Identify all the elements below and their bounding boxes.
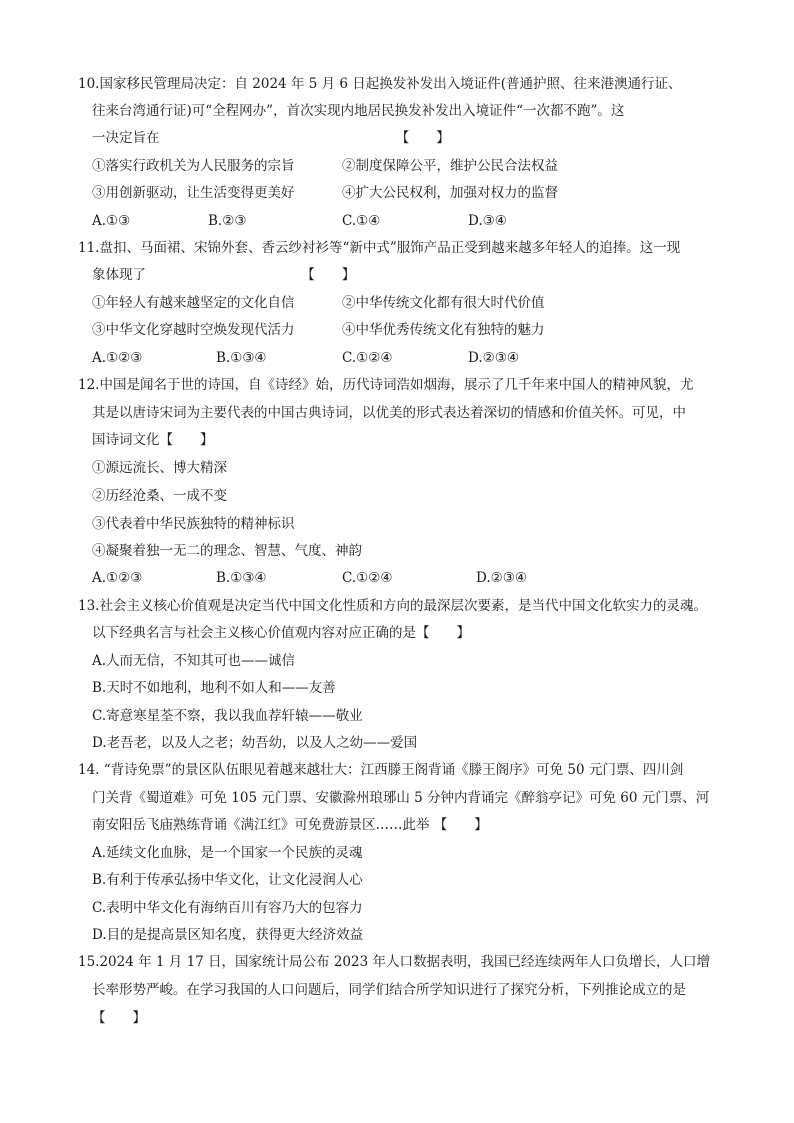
question-14-choice-c[interactable]: C.表明中华文化有海纳百川有容乃大的包容力 [92,900,363,916]
question-11-choice-c[interactable]: C.①②④ [342,350,393,366]
question-15-answer-bracket: 【 】 [92,1010,146,1026]
question-12-stem-line-1: 12.中国是闻名于世的诗国，自《诗经》始，历代诗词浩如烟海，展示了几千年来中国人的精神风貌，尤 [78,377,694,393]
question-14-stem-line-2: 门关背《蜀道难》可免 105 元门票、安徽滁州琅琊山 5 分钟内背诵完《醉翁亭记》可免 60 元门票、河 [92,790,710,806]
question-10-statement-1: ①落实行政机关为人民服务的宗旨 [92,158,295,174]
question-13-stem-line-1: 13.社会主义核心价值观是决定当代中国文化性质和方向的最深层次要素，是当代中国文化软实力的灵魂。 [78,598,707,614]
question-11-choice-d[interactable]: D.②③④ [468,350,519,366]
question-15-stem-line-1: 15.2024 年 1 月 17 日，国家统计局公布 2023 年人口数据表明，我国已经连续两年人口负增长，人口增 [78,954,710,970]
question-10-statements-row-1 [0,156,794,176]
question-10-statement-4: ④扩大公民权利，加强对权力的监督 [342,185,558,201]
question-12-stem-line-3: 国诗词文化【 】 [92,432,214,448]
question-10-choice-c[interactable]: C.①④ [342,213,381,229]
question-12-choices [0,568,794,588]
question-12-choice-a[interactable]: A.①②③ [92,570,143,586]
question-11-statement-2: ②中华传统文化都有很大时代价值 [342,295,545,311]
question-11-statements-row-2 [0,320,794,340]
question-11-statement-3: ③中华文化穿越时空焕发现代活力 [92,322,295,338]
question-12-choice-c[interactable]: C.①②④ [342,570,393,586]
question-14-stem-line-3: 南安阳岳飞庙熟练背诵《满江红》可免费游景区……此举 【 】 [92,817,488,833]
question-13-choice-d[interactable]: D.老吾老，以及人之老；幼吾幼，以及人之幼——爱国 [92,735,418,751]
question-11-choice-b[interactable]: B.①③④ [216,350,267,366]
question-10-choices [0,211,794,231]
question-12-choice-b[interactable]: B.①③④ [216,570,267,586]
question-14-stem-line-1: 14. “背诗免票”的景区队伍眼见着越来越壮大：江西滕王阁背诵《滕王阁序》可免 50 元门票、四川剑 [78,762,684,778]
question-14-choice-b[interactable]: B.有利于传承弘扬中华文化，让文化浸润人心 [92,872,363,888]
question-10-stem-line-2: 往来台湾通行证)可“全程网办”，首次实现内地居民换发补发出入境证件“一次都不跑”。这 [92,103,625,119]
question-12-choice-d[interactable]: D.②③④ [476,570,527,586]
question-10-stem-line-1: 10.国家移民管理局决定：自 2024 年 5 月 6 日起换发补发出入境证件(普通护照、往来港澳通行证、 [78,76,682,92]
question-13-choice-a[interactable]: A.人而无信，不知其可也——诚信 [92,653,296,669]
question-13-choice-b[interactable]: B.天时不如地利，地利不如人和——友善 [92,680,336,696]
question-11-statements-row-1 [0,293,794,313]
question-12-statement-3: ③代表着中华民族独特的精神标识 [92,516,295,532]
question-10-statement-2: ②制度保障公平，维护公民合法权益 [342,158,558,174]
question-10-choice-d[interactable]: D.③④ [468,213,507,229]
question-12-statement-4: ④凝聚着独一无二的理念、智慧、气度、神韵 [92,543,362,559]
question-12-statement-1: ①源远流长、博大精深 [92,460,227,476]
question-11-stem-line-2: 象体现了 【 】 [92,267,356,283]
question-11-statement-1: ①年轻人有越来越坚定的文化自信 [92,295,295,311]
question-14-choice-a[interactable]: A.延续文化血脉，是一个国家一个民族的灵魂 [92,845,363,861]
question-11-statement-4: ④中华优秀传统文化有独特的魅力 [342,322,545,338]
question-12-statement-2: ②历经沧桑、一成不变 [92,488,227,504]
question-11-stem-line-1: 11.盘扣、马面裙、宋锦外套、香云纱衬衫等“新中式”服饰产品正受到越来越多年轻人的追捧。这一现 [78,240,681,256]
question-15-stem-line-2: 长率形势严峻。在学习我国的人口问题后，同学们结合所学知识进行了探究分析，下列推论成立的是 [92,982,686,998]
question-11-choice-a[interactable]: A.①②③ [92,350,143,366]
question-10-statements-row-2 [0,183,794,203]
question-14-choice-d[interactable]: D.目的是提高景区知名度，获得更大经济效益 [92,927,364,943]
question-13-stem-line-2: 以下经典名言与社会主义核心价值观内容对应正确的是【 】 [92,625,470,641]
question-11-choices [0,348,794,368]
question-10-choice-a[interactable]: A.①③ [92,213,131,229]
question-13-choice-c[interactable]: C.寄意寒星荃不察，我以我血荐轩辕——敬业 [92,708,363,724]
question-12-stem-line-2: 其是以唐诗宋词为主要代表的中国古典诗词，以优美的形式表达着深切的情感和价值关怀。可见，中 [92,405,686,421]
question-10-statement-3: ③用创新驱动，让生活变得更美好 [92,185,295,201]
question-10-choice-b[interactable]: B.②③ [208,213,247,229]
question-10-stem-line-3: 一决定旨在 【 】 [92,130,450,146]
